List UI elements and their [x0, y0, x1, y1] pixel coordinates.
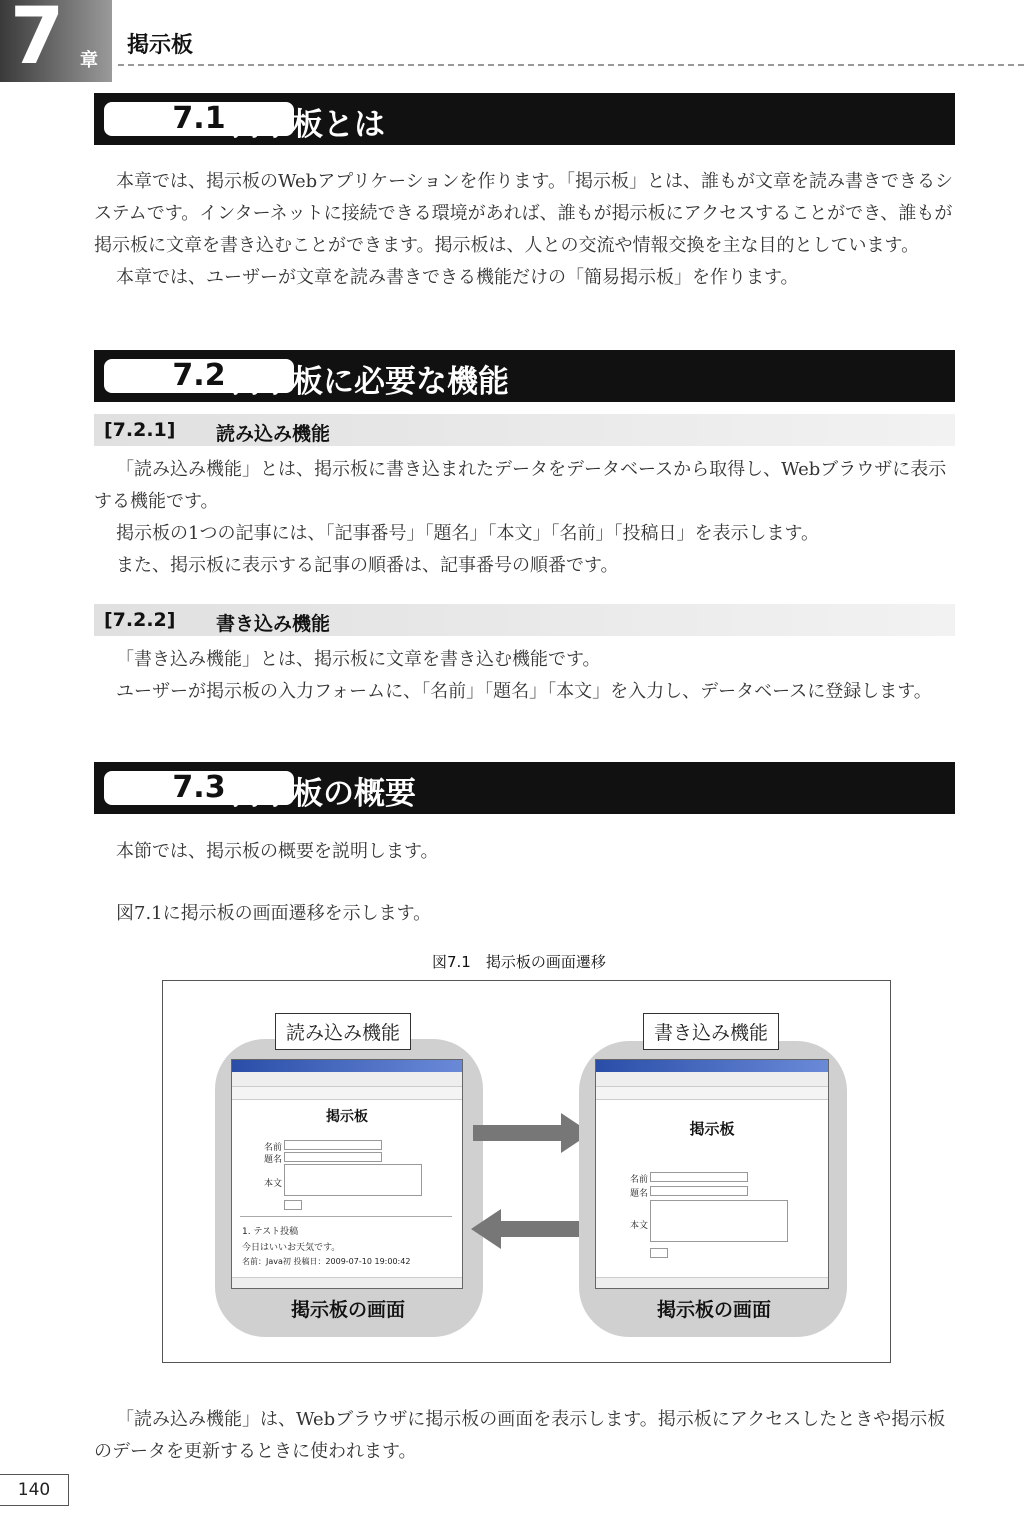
section-number: 7.3 — [104, 771, 294, 805]
body-label: 本文 — [264, 1179, 283, 1189]
paragraph-line: 「読み込み機能」は、Webブラウザに掲示板の画面を表示します。掲示板にアクセスしたときや掲示板 — [116, 1409, 946, 1430]
paragraph-line: 図7.1に掲示板の画面遷移を示します。 — [116, 903, 432, 924]
page-number: 140 — [0, 1474, 69, 1506]
body-textarea — [650, 1200, 788, 1242]
subject-label: 題名 — [630, 1189, 649, 1199]
left-arrow-icon — [471, 1209, 589, 1249]
section-title: 掲示板とは — [230, 107, 385, 143]
right-panel-label: 書き込み機能 — [643, 1013, 779, 1050]
section-title: 掲示板に必要な機能 — [230, 364, 509, 400]
post-body: 今日はいいお天気です。 — [242, 1243, 341, 1253]
transition-arrows — [469, 1111, 593, 1251]
submit-button — [650, 1248, 668, 1258]
left-panel-label: 読み込み機能 — [275, 1013, 411, 1050]
subject-input — [284, 1152, 382, 1162]
chapter-badge — [0, 0, 112, 82]
subsection-title: 読み込み機能 — [216, 423, 331, 445]
section-number: 7.2 — [104, 359, 294, 393]
subsection-7-2-1-heading — [94, 414, 955, 446]
section-number: 7.1 — [104, 102, 294, 136]
figure-caption: 図7.1 掲示板の画面遷移 — [432, 953, 606, 971]
subsection-7-2-2-heading — [94, 604, 955, 636]
chapter-number: 7 — [10, 0, 65, 82]
subsection-title: 書き込み機能 — [216, 613, 331, 635]
section-7-2-heading — [94, 350, 955, 402]
name-label: 名前 — [264, 1143, 283, 1153]
subject-label: 題名 — [264, 1155, 283, 1165]
paragraph-line: 掲示板の1つの記事には、「記事番号」「題名」「本文」「名前」「投稿日」を表示します。 — [116, 523, 820, 544]
paragraph-line: 本章では、掲示板のWebアプリケーションを作ります。「掲示板」とは、誰もが文章を読み書きできるシ — [116, 171, 953, 192]
figure-frame — [162, 980, 891, 1363]
screen-page-title: 掲示板 — [326, 1109, 368, 1125]
subject-input — [650, 1186, 748, 1196]
window-titlebar — [596, 1060, 828, 1072]
paragraph-line: する機能です。 — [94, 491, 219, 512]
post-meta: 名前：Java初 投稿日：2009-07-10 19:00:42 — [242, 1257, 411, 1266]
address-bar — [232, 1087, 462, 1100]
chapter-suffix: 章 — [80, 50, 98, 71]
left-panel-caption: 掲示板の画面 — [291, 1299, 406, 1321]
name-input — [284, 1140, 382, 1150]
body-textarea — [284, 1164, 422, 1196]
window-titlebar — [232, 1060, 462, 1072]
paragraph-line: 「読み込み機能」とは、掲示板に書き込まれたデータをデータベースから取得し、Webブラウザに表示 — [116, 459, 947, 480]
paragraph-line: 「書き込み機能」とは、掲示板に文章を書き込む機能です。 — [116, 649, 601, 670]
section-7-3-heading — [94, 762, 955, 814]
left-browser-screenshot — [231, 1059, 463, 1289]
right-arrow-icon — [473, 1113, 591, 1153]
subsection-number: [7.2.2] — [104, 609, 176, 631]
name-input — [650, 1172, 748, 1182]
submit-button — [284, 1200, 302, 1210]
section-title: 掲示板の概要 — [230, 776, 416, 812]
subsection-number: [7.2.1] — [104, 419, 176, 441]
paragraph-line: また、掲示板に表示する記事の順番は、記事番号の順番です。 — [116, 555, 619, 576]
status-bar — [596, 1277, 828, 1288]
right-panel-caption: 掲示板の画面 — [657, 1299, 772, 1321]
right-browser-screenshot — [595, 1059, 829, 1289]
paragraph-line: 掲示板に文章を書き込むことができます。掲示板は、人との交流や情報交換を主な目的としています。 — [94, 235, 920, 256]
body-label: 本文 — [630, 1221, 649, 1231]
paragraph-line: ステムです。インターネットに接続できる環境があれば、誰もが掲示板にアクセスすることができ、誰もが — [94, 203, 953, 224]
paragraph-line: ユーザーが掲示板の入力フォームに、「名前」「題名」「本文」を入力し、データベースに登録します。 — [116, 681, 932, 702]
window-toolbar — [596, 1072, 828, 1087]
window-toolbar — [232, 1072, 462, 1087]
screen-page-title: 掲示板 — [689, 1120, 735, 1138]
paragraph-line: のデータを更新するときに使われます。 — [94, 1441, 417, 1462]
paragraph-line: 本章では、ユーザーが文章を読み書きできる機能だけの「簡易掲示板」を作ります。 — [116, 267, 799, 288]
screen-divider — [240, 1216, 452, 1217]
header-divider — [118, 64, 1024, 66]
paragraph-line: 本節では、掲示板の概要を説明します。 — [116, 841, 439, 862]
section-7-1-heading — [94, 93, 955, 145]
status-bar — [232, 1277, 462, 1288]
address-bar — [596, 1087, 828, 1100]
chapter-title: 掲示板 — [127, 33, 194, 58]
name-label: 名前 — [630, 1175, 649, 1185]
post-title: 1. テスト投稿 — [242, 1227, 299, 1237]
